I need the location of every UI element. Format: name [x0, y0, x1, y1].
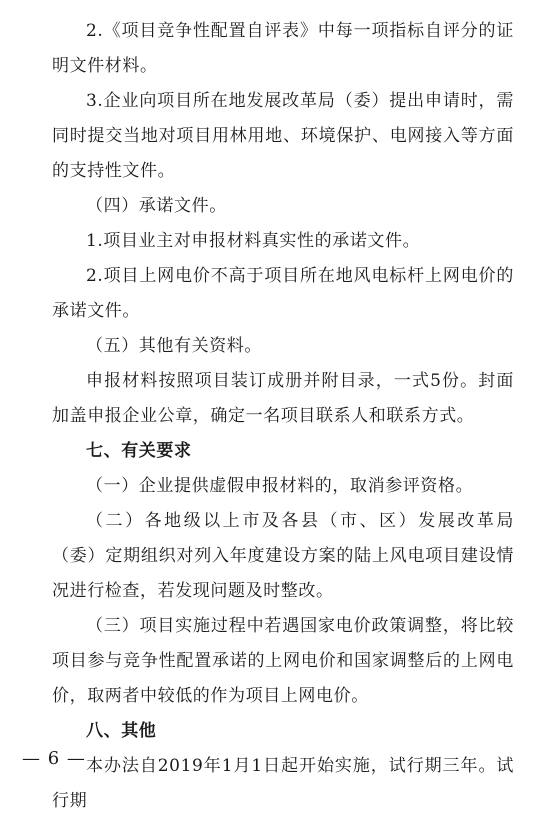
paragraph-3: （四）承诺文件。	[86, 196, 227, 216]
page-number: — 6 —	[22, 748, 86, 769]
document-page	[52, 14, 514, 819]
paragraph-5: 2.项目上网电价不高于项目所在地风电标杆上网电价的承诺文件。	[52, 266, 514, 321]
section-heading-8: 八、其他	[86, 721, 157, 741]
paragraph-1: 2.《项目竞争性配置自评表》中每一项指标自评分的证明文件材料。	[52, 21, 514, 76]
paragraph-13: 本办法自2019年1月1日起开始实施，试行期三年。试行期	[52, 756, 514, 811]
section-heading-7: 七、有关要求	[86, 441, 192, 461]
paragraph-2: 3.企业向项目所在地发展改革局（委）提出申请时，需同时提交当地对项目用林用地、环境保护、电网接入等方面的支持性文件。	[52, 91, 514, 181]
paragraph-11: （三）项目实施过程中若遇国家电价政策调整，将比较项目参与竞争性配置承诺的上网电价和国家调整后的上网电价，取两者中较低的作为项目上网电价。	[52, 616, 514, 706]
paragraph-9: （一）企业提供虚假申报材料的，取消参评资格。	[86, 476, 474, 496]
paragraph-4: 1.项目业主对申报材料真实性的承诺文件。	[86, 231, 421, 251]
paragraph-7: 申报材料按照项目装订成册并附目录，一式5份。封面加盖申报企业公章，确定一名项目联系人和联系方式。	[52, 371, 514, 426]
paragraph-10: （二）各地级以上市及各县（市、区）发展改革局（委）定期组织对列入年度建设方案的陆上风电项目建设情况进行检查，若发现问题及时整改。	[52, 511, 514, 601]
paragraph-6: （五）其他有关资料。	[86, 336, 262, 356]
